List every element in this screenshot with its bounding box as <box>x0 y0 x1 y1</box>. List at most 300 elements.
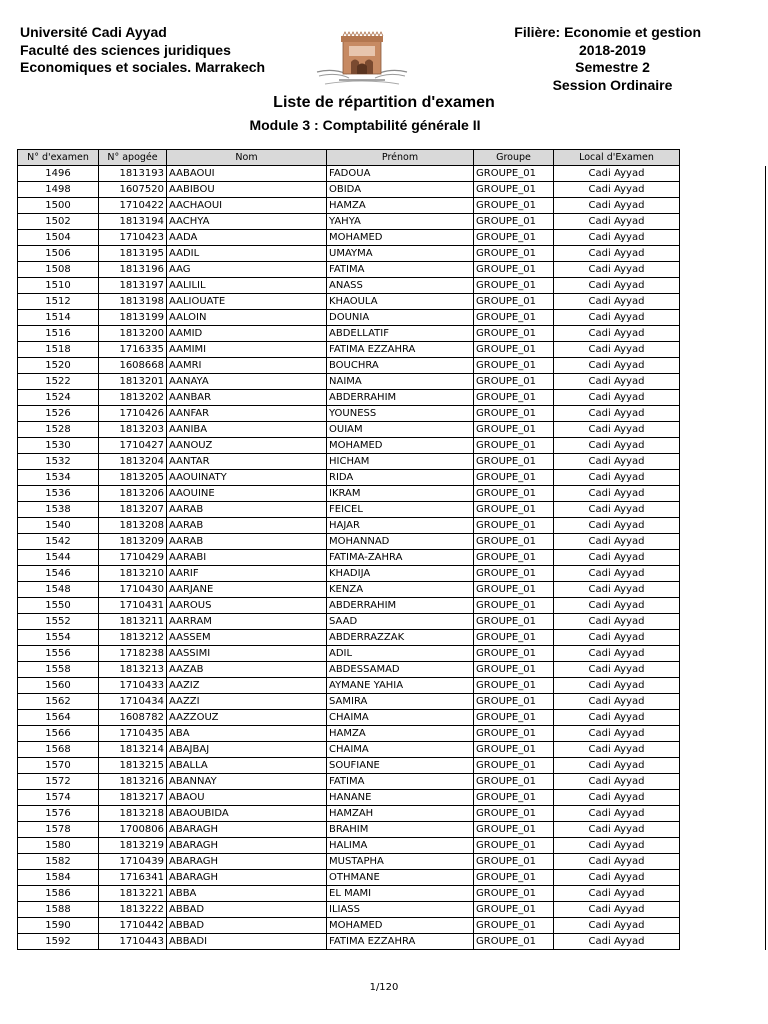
first-name-cell: MUSTAPHA <box>327 854 474 870</box>
table-row <box>18 582 766 598</box>
exam-number-cell: 1578 <box>18 822 99 838</box>
last-name-cell: AARJANE <box>167 582 327 598</box>
exam-number-cell: 1530 <box>18 438 99 454</box>
exam-number-cell: 1556 <box>18 646 99 662</box>
group-cell: GROUPE_01 <box>474 182 554 198</box>
apogee-number-cell: 1813211 <box>99 614 167 630</box>
exam-room-cell: Cadi Ayyad <box>554 246 680 262</box>
first-name-cell: FATIMA-ZAHRA <box>327 550 474 566</box>
apogee-number-cell: 1813197 <box>99 278 167 294</box>
first-name-cell: CHAIMA <box>327 742 474 758</box>
blank-cell <box>680 182 766 198</box>
exam-room-cell: Cadi Ayyad <box>554 550 680 566</box>
table-row <box>18 230 766 246</box>
blank-cell <box>680 246 766 262</box>
last-name-cell: ABARAGH <box>167 870 327 886</box>
apogee-number-cell: 1710423 <box>99 230 167 246</box>
apogee-number-cell: 1710430 <box>99 582 167 598</box>
apogee-number-cell: 1716341 <box>99 870 167 886</box>
table-row <box>18 662 766 678</box>
table-row <box>18 278 766 294</box>
apogee-number-cell: 1710429 <box>99 550 167 566</box>
exam-number-cell: 1510 <box>18 278 99 294</box>
table-row <box>18 326 766 342</box>
col-header-last-name: Nom <box>167 150 327 166</box>
last-name-cell: AARRAM <box>167 614 327 630</box>
group-cell: GROUPE_01 <box>474 614 554 630</box>
exam-room-cell: Cadi Ayyad <box>554 742 680 758</box>
table-row <box>18 598 766 614</box>
blank-cell <box>680 726 766 742</box>
apogee-number-cell: 1813221 <box>99 886 167 902</box>
apogee-number-cell: 1813216 <box>99 774 167 790</box>
exam-room-cell: Cadi Ayyad <box>554 758 680 774</box>
apogee-number-cell: 1710439 <box>99 854 167 870</box>
exam-number-cell: 1558 <box>18 662 99 678</box>
first-name-cell: FATIMA <box>327 262 474 278</box>
table-row <box>18 678 766 694</box>
col-header-exam-room: Local d'Examen <box>554 150 680 166</box>
group-cell: GROUPE_01 <box>474 310 554 326</box>
last-name-cell: AADA <box>167 230 327 246</box>
blank-cell <box>680 662 766 678</box>
exam-room-cell: Cadi Ayyad <box>554 918 680 934</box>
blank-cell <box>680 230 766 246</box>
exam-number-cell: 1528 <box>18 422 99 438</box>
first-name-cell: ABDESSAMAD <box>327 662 474 678</box>
exam-room-cell: Cadi Ayyad <box>554 710 680 726</box>
exam-number-cell: 1560 <box>18 678 99 694</box>
apogee-number-cell: 1607520 <box>99 182 167 198</box>
exam-room-cell: Cadi Ayyad <box>554 694 680 710</box>
first-name-cell: FATIMA <box>327 774 474 790</box>
last-name-cell: ABBAD <box>167 918 327 934</box>
apogee-number-cell: 1608782 <box>99 710 167 726</box>
group-cell: GROUPE_01 <box>474 854 554 870</box>
group-cell: GROUPE_01 <box>474 454 554 470</box>
faculty-location: Economiques et sociales. Marrakech <box>20 59 266 75</box>
last-name-cell: ABARAGH <box>167 822 327 838</box>
last-name-cell: AAG <box>167 262 327 278</box>
blank-cell <box>680 438 766 454</box>
last-name-cell: ABBADI <box>167 934 327 950</box>
first-name-cell: HALIMA <box>327 838 474 854</box>
exam-room-cell: Cadi Ayyad <box>554 502 680 518</box>
first-name-cell: MOHAMED <box>327 438 474 454</box>
group-cell: GROUPE_01 <box>474 630 554 646</box>
exam-room-cell: Cadi Ayyad <box>554 614 680 630</box>
first-name-cell: OBIDA <box>327 182 474 198</box>
last-name-cell: AARAB <box>167 518 327 534</box>
group-cell: GROUPE_01 <box>474 678 554 694</box>
table-row <box>18 566 766 582</box>
group-cell: GROUPE_01 <box>474 710 554 726</box>
table-row <box>18 486 766 502</box>
table-row <box>18 166 766 182</box>
exam-number-cell: 1500 <box>18 198 99 214</box>
exam-number-cell: 1580 <box>18 838 99 854</box>
first-name-cell: FATIMA EZZAHRA <box>327 342 474 358</box>
table-row <box>18 406 766 422</box>
exam-room-cell: Cadi Ayyad <box>554 438 680 454</box>
group-cell: GROUPE_01 <box>474 742 554 758</box>
group-cell: GROUPE_01 <box>474 790 554 806</box>
first-name-cell: HAJAR <box>327 518 474 534</box>
apogee-number-cell: 1710427 <box>99 438 167 454</box>
exam-number-cell: 1552 <box>18 614 99 630</box>
group-cell: GROUPE_01 <box>474 870 554 886</box>
exam-number-cell: 1592 <box>18 934 99 950</box>
first-name-cell: MOHANNAD <box>327 534 474 550</box>
group-cell: GROUPE_01 <box>474 198 554 214</box>
group-cell: GROUPE_01 <box>474 646 554 662</box>
first-name-cell: IKRAM <box>327 486 474 502</box>
apogee-number-cell: 1710434 <box>99 694 167 710</box>
apogee-number-cell: 1813201 <box>99 374 167 390</box>
group-cell: GROUPE_01 <box>474 390 554 406</box>
table-row <box>18 710 766 726</box>
blank-cell <box>680 470 766 486</box>
table-row <box>18 246 766 262</box>
exam-room-cell: Cadi Ayyad <box>554 630 680 646</box>
group-cell: GROUPE_01 <box>474 598 554 614</box>
blank-cell <box>680 822 766 838</box>
faculty-name: Faculté des sciences juridiques <box>20 41 231 58</box>
apogee-number-cell: 1813204 <box>99 454 167 470</box>
last-name-cell: AANOUZ <box>167 438 327 454</box>
first-name-cell: HAMZAH <box>327 806 474 822</box>
table-row <box>18 374 766 390</box>
col-header-apogee: N° apogée <box>99 150 167 166</box>
table-row <box>18 534 766 550</box>
blank-cell <box>680 886 766 902</box>
apogee-number-cell: 1813214 <box>99 742 167 758</box>
exam-room-cell: Cadi Ayyad <box>554 662 680 678</box>
exam-number-cell: 1550 <box>18 598 99 614</box>
group-cell: GROUPE_01 <box>474 438 554 454</box>
blank-cell <box>680 198 766 214</box>
table-row <box>18 214 766 230</box>
group-cell: GROUPE_01 <box>474 230 554 246</box>
program-header <box>505 24 720 94</box>
group-cell: GROUPE_01 <box>474 470 554 486</box>
exam-number-cell: 1518 <box>18 342 99 358</box>
apogee-number-cell: 1710433 <box>99 678 167 694</box>
group-cell: GROUPE_01 <box>474 326 554 342</box>
apogee-number-cell: 1813196 <box>99 262 167 278</box>
apogee-number-cell: 1710443 <box>99 934 167 950</box>
exam-number-cell: 1566 <box>18 726 99 742</box>
first-name-cell: EL MAMI <box>327 886 474 902</box>
exam-room-cell: Cadi Ayyad <box>554 470 680 486</box>
first-name-cell: DOUNIA <box>327 310 474 326</box>
table-row <box>18 822 766 838</box>
first-name-cell: MOHAMED <box>327 230 474 246</box>
last-name-cell: AAMID <box>167 326 327 342</box>
last-name-cell: AAZZOUZ <box>167 710 327 726</box>
exam-number-cell: 1498 <box>18 182 99 198</box>
exam-room-cell: Cadi Ayyad <box>554 886 680 902</box>
group-cell: GROUPE_01 <box>474 662 554 678</box>
last-name-cell: AALOIN <box>167 310 327 326</box>
group-cell: GROUPE_01 <box>474 358 554 374</box>
apogee-number-cell: 1813210 <box>99 566 167 582</box>
apogee-number-cell: 1718238 <box>99 646 167 662</box>
apogee-number-cell: 1710442 <box>99 918 167 934</box>
table-row <box>18 774 766 790</box>
last-name-cell: AAZIZ <box>167 678 327 694</box>
apogee-number-cell: 1813219 <box>99 838 167 854</box>
blank-cell <box>680 838 766 854</box>
first-name-cell: NAIMA <box>327 374 474 390</box>
university-header <box>20 24 265 77</box>
table-row <box>18 806 766 822</box>
first-name-cell: HAMZA <box>327 726 474 742</box>
blank-cell <box>680 358 766 374</box>
first-name-cell: YOUNESS <box>327 406 474 422</box>
exam-number-cell: 1574 <box>18 790 99 806</box>
semester: Semestre 2 <box>575 59 650 75</box>
last-name-cell: AASSEM <box>167 630 327 646</box>
table-row <box>18 614 766 630</box>
blank-cell <box>680 422 766 438</box>
table-row <box>18 454 766 470</box>
program-name: Filière: Economie et gestion <box>514 24 701 40</box>
exam-room-cell: Cadi Ayyad <box>554 358 680 374</box>
blank-cell <box>680 758 766 774</box>
blank-cell <box>680 742 766 758</box>
first-name-cell: ILIASS <box>327 902 474 918</box>
exam-number-cell: 1514 <box>18 310 99 326</box>
apogee-number-cell: 1813207 <box>99 502 167 518</box>
blank-cell <box>680 326 766 342</box>
first-name-cell: HANANE <box>327 790 474 806</box>
table-row <box>18 390 766 406</box>
blank-cell <box>680 694 766 710</box>
last-name-cell: ABARAGH <box>167 838 327 854</box>
apogee-number-cell: 1813208 <box>99 518 167 534</box>
apogee-number-cell: 1700806 <box>99 822 167 838</box>
exam-number-cell: 1546 <box>18 566 99 582</box>
apogee-number-cell: 1710426 <box>99 406 167 422</box>
first-name-cell: SOUFIANE <box>327 758 474 774</box>
table-row <box>18 918 766 934</box>
exam-number-cell: 1534 <box>18 470 99 486</box>
first-name-cell: CHAIMA <box>327 710 474 726</box>
university-logo-icon <box>313 28 411 88</box>
last-name-cell: AARAB <box>167 502 327 518</box>
table-row <box>18 502 766 518</box>
group-cell: GROUPE_01 <box>474 294 554 310</box>
blank-cell <box>680 870 766 886</box>
last-name-cell: ABA <box>167 726 327 742</box>
exam-number-cell: 1576 <box>18 806 99 822</box>
exam-number-cell: 1554 <box>18 630 99 646</box>
group-cell: GROUPE_01 <box>474 694 554 710</box>
module-subtitle: Module 3 : Comptabilité générale II <box>249 117 481 133</box>
last-name-cell: AACHYA <box>167 214 327 230</box>
exam-room-cell: Cadi Ayyad <box>554 870 680 886</box>
apogee-number-cell: 1813205 <box>99 470 167 486</box>
exam-number-cell: 1506 <box>18 246 99 262</box>
first-name-cell: OUIAM <box>327 422 474 438</box>
last-name-cell: ABAJBAJ <box>167 742 327 758</box>
exam-room-cell: Cadi Ayyad <box>554 374 680 390</box>
group-cell: GROUPE_01 <box>474 550 554 566</box>
group-cell: GROUPE_01 <box>474 838 554 854</box>
apogee-number-cell: 1813194 <box>99 214 167 230</box>
exam-room-cell: Cadi Ayyad <box>554 166 680 182</box>
last-name-cell: AASSIMI <box>167 646 327 662</box>
exam-room-cell: Cadi Ayyad <box>554 294 680 310</box>
first-name-cell: ADIL <box>327 646 474 662</box>
exam-number-cell: 1588 <box>18 902 99 918</box>
exam-number-cell: 1538 <box>18 502 99 518</box>
table-row <box>18 198 766 214</box>
exam-room-cell: Cadi Ayyad <box>554 534 680 550</box>
table-row <box>18 342 766 358</box>
exam-room-cell: Cadi Ayyad <box>554 790 680 806</box>
apogee-number-cell: 1813198 <box>99 294 167 310</box>
last-name-cell: AAMRI <box>167 358 327 374</box>
exam-room-cell: Cadi Ayyad <box>554 934 680 950</box>
table-row <box>18 358 766 374</box>
exam-room-cell: Cadi Ayyad <box>554 854 680 870</box>
first-name-cell: FATIMA EZZAHRA <box>327 934 474 950</box>
exam-number-cell: 1540 <box>18 518 99 534</box>
exam-room-cell: Cadi Ayyad <box>554 678 680 694</box>
blank-cell <box>680 310 766 326</box>
apogee-number-cell: 1710431 <box>99 598 167 614</box>
apogee-number-cell: 1813195 <box>99 246 167 262</box>
table-row <box>18 294 766 310</box>
blank-cell <box>680 454 766 470</box>
exam-number-cell: 1544 <box>18 550 99 566</box>
apogee-number-cell: 1813203 <box>99 422 167 438</box>
last-name-cell: AANFAR <box>167 406 327 422</box>
blank-cell <box>680 550 766 566</box>
group-cell: GROUPE_01 <box>474 902 554 918</box>
blank-cell <box>680 598 766 614</box>
last-name-cell: ABARAGH <box>167 854 327 870</box>
exam-room-cell: Cadi Ayyad <box>554 214 680 230</box>
exam-number-cell: 1562 <box>18 694 99 710</box>
group-cell: GROUPE_01 <box>474 886 554 902</box>
blank-cell <box>680 294 766 310</box>
exam-number-cell: 1590 <box>18 918 99 934</box>
blank-cell <box>680 918 766 934</box>
apogee-number-cell: 1813199 <box>99 310 167 326</box>
col-header-exam-number: N° d'examen <box>18 150 99 166</box>
last-name-cell: AARABI <box>167 550 327 566</box>
blank-cell <box>680 166 766 182</box>
exam-room-cell: Cadi Ayyad <box>554 822 680 838</box>
blank-cell <box>680 806 766 822</box>
blank-cell <box>680 790 766 806</box>
first-name-cell: ABDERRAHIM <box>327 390 474 406</box>
table-row <box>18 550 766 566</box>
first-name-cell: AYMANE YAHIA <box>327 678 474 694</box>
exam-number-cell: 1502 <box>18 214 99 230</box>
exam-number-cell: 1542 <box>18 534 99 550</box>
academic-year: 2018-2019 <box>579 41 646 58</box>
blank-cell <box>680 774 766 790</box>
exam-room-cell: Cadi Ayyad <box>554 902 680 918</box>
last-name-cell: AABIBOU <box>167 182 327 198</box>
group-cell: GROUPE_01 <box>474 342 554 358</box>
last-name-cell: AANAYA <box>167 374 327 390</box>
col-header-blank <box>680 150 766 166</box>
apogee-number-cell: 1813222 <box>99 902 167 918</box>
group-cell: GROUPE_01 <box>474 934 554 950</box>
blank-cell <box>680 214 766 230</box>
blank-cell <box>680 630 766 646</box>
table-row <box>18 422 766 438</box>
exam-room-cell: Cadi Ayyad <box>554 454 680 470</box>
apogee-number-cell: 1813202 <box>99 390 167 406</box>
apogee-number-cell: 1813206 <box>99 486 167 502</box>
first-name-cell: ABDELLATIF <box>327 326 474 342</box>
blank-cell <box>680 262 766 278</box>
table-row <box>18 854 766 870</box>
apogee-number-cell: 1710422 <box>99 198 167 214</box>
group-cell: GROUPE_01 <box>474 806 554 822</box>
exam-number-cell: 1522 <box>18 374 99 390</box>
group-cell: GROUPE_01 <box>474 726 554 742</box>
exam-room-cell: Cadi Ayyad <box>554 278 680 294</box>
apogee-number-cell: 1813212 <box>99 630 167 646</box>
last-name-cell: AARAB <box>167 534 327 550</box>
last-name-cell: ABBAD <box>167 902 327 918</box>
blank-cell <box>680 406 766 422</box>
apogee-number-cell: 1813200 <box>99 326 167 342</box>
table-row <box>18 262 766 278</box>
last-name-cell: ABBA <box>167 886 327 902</box>
first-name-cell: ABDERRAZZAK <box>327 630 474 646</box>
last-name-cell: AAROUS <box>167 598 327 614</box>
blank-cell <box>680 486 766 502</box>
exam-room-cell: Cadi Ayyad <box>554 566 680 582</box>
last-name-cell: AABAOUI <box>167 166 327 182</box>
table-row <box>18 470 766 486</box>
group-cell: GROUPE_01 <box>474 374 554 390</box>
first-name-cell: SAAD <box>327 614 474 630</box>
session: Session Ordinaire <box>552 76 673 93</box>
last-name-cell: ABALLA <box>167 758 327 774</box>
apogee-number-cell: 1813209 <box>99 534 167 550</box>
apogee-number-cell: 1813213 <box>99 662 167 678</box>
blank-cell <box>680 902 766 918</box>
blank-cell <box>680 678 766 694</box>
exam-room-cell: Cadi Ayyad <box>554 582 680 598</box>
last-name-cell: AAOUINE <box>167 486 327 502</box>
group-cell: GROUPE_01 <box>474 502 554 518</box>
apogee-number-cell: 1710435 <box>99 726 167 742</box>
group-cell: GROUPE_01 <box>474 566 554 582</box>
first-name-cell: YAHYA <box>327 214 474 230</box>
table-row <box>18 518 766 534</box>
exam-room-cell: Cadi Ayyad <box>554 486 680 502</box>
first-name-cell: BOUCHRA <box>327 358 474 374</box>
exam-room-cell: Cadi Ayyad <box>554 726 680 742</box>
last-name-cell: AAOUINATY <box>167 470 327 486</box>
table-row <box>18 438 766 454</box>
blank-cell <box>680 566 766 582</box>
first-name-cell: HAMZA <box>327 198 474 214</box>
exam-room-cell: Cadi Ayyad <box>554 774 680 790</box>
exam-room-cell: Cadi Ayyad <box>554 598 680 614</box>
blank-cell <box>680 390 766 406</box>
